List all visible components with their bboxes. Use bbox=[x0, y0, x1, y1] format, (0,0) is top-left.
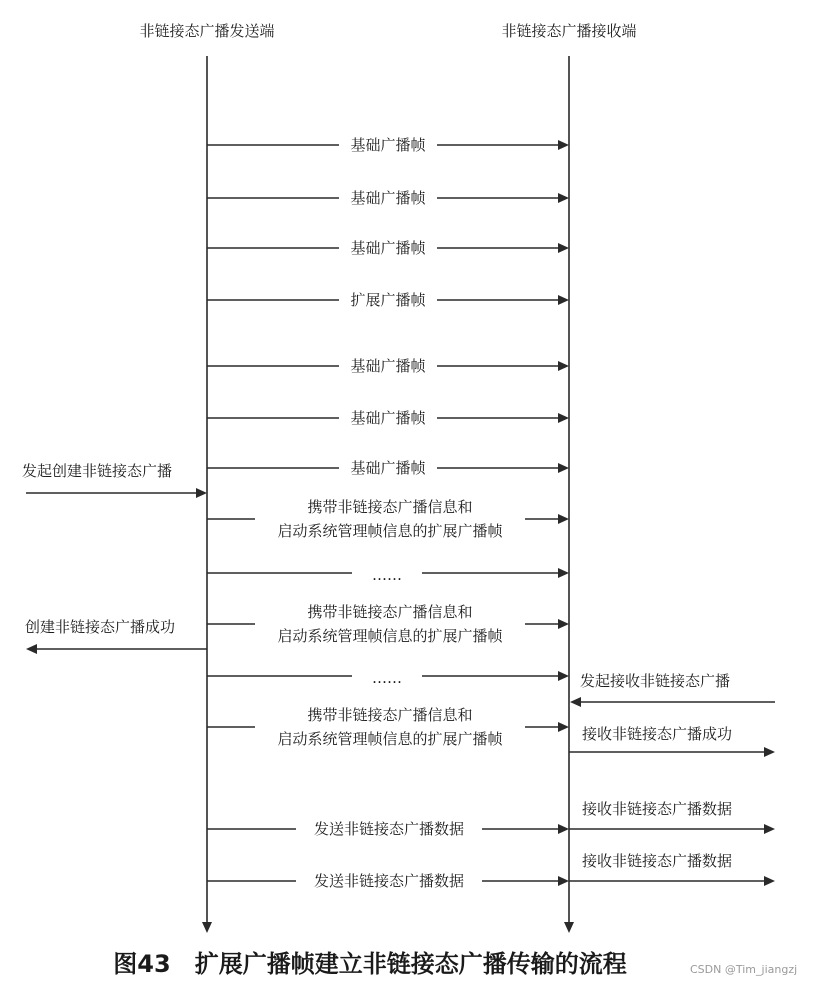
message-ellipsis: …… bbox=[372, 566, 402, 584]
message-arrow bbox=[207, 133, 569, 155]
message-label-line: 携带非链接态广播信息和 bbox=[307, 603, 473, 621]
message-label: 扩展广播帧 bbox=[350, 291, 426, 309]
sender-lifeline-arrowhead bbox=[202, 922, 212, 933]
message-label: 基础广播帧 bbox=[350, 409, 426, 427]
message-label-line: 携带非链接态广播信息和 bbox=[307, 498, 473, 516]
message-label-line: 启动系统管理帧信息的扩展广播帧 bbox=[277, 627, 503, 645]
figure-caption: 图43 扩展广播帧建立非链接态广播传输的流程 bbox=[113, 950, 627, 978]
message-label-line: 启动系统管理帧信息的扩展广播帧 bbox=[277, 730, 503, 748]
message-label: 基础广播帧 bbox=[350, 189, 426, 207]
message-label-line: 启动系统管理帧信息的扩展广播帧 bbox=[277, 522, 503, 540]
message-arrow bbox=[207, 869, 569, 891]
sender-participant-label: 非链接态广播发送端 bbox=[139, 22, 275, 40]
receiver-event-arrow bbox=[569, 800, 775, 834]
message-label: 基础广播帧 bbox=[350, 239, 426, 257]
sender-event-arrow bbox=[25, 618, 207, 654]
message-arrow bbox=[207, 706, 569, 748]
message-arrow bbox=[207, 288, 569, 310]
receiver-event-label: 发起接收非链接态广播 bbox=[580, 672, 731, 690]
message-arrow bbox=[207, 562, 569, 584]
message-arrow bbox=[207, 236, 569, 258]
message-arrow bbox=[207, 186, 569, 208]
sender-event-label: 发起创建非链接态广播 bbox=[22, 462, 173, 480]
message-arrow bbox=[207, 665, 569, 687]
message-arrow bbox=[207, 406, 569, 428]
message-label: 基础广播帧 bbox=[350, 136, 426, 154]
message-arrow bbox=[207, 603, 569, 645]
message-label: 基础广播帧 bbox=[350, 357, 426, 375]
receiver-event-arrow bbox=[569, 725, 775, 757]
message-arrow bbox=[207, 498, 569, 540]
message-ellipsis: …… bbox=[372, 669, 402, 687]
receiver-lifeline-arrowhead bbox=[564, 922, 574, 933]
sender-event-label: 创建非链接态广播成功 bbox=[25, 618, 176, 636]
receiver-participant-label: 非链接态广播接收端 bbox=[501, 22, 637, 40]
watermark: CSDN @Tim_jiangzj bbox=[690, 963, 798, 976]
message-label: 发送非链接态广播数据 bbox=[313, 872, 465, 890]
receiver-event-label: 接收非链接态广播成功 bbox=[582, 725, 733, 743]
sender-event-arrow bbox=[22, 462, 207, 498]
message-arrow bbox=[207, 354, 569, 376]
receiver-event-arrow bbox=[569, 852, 775, 886]
message-label: 基础广播帧 bbox=[350, 459, 426, 477]
message-label: 发送非链接态广播数据 bbox=[313, 820, 465, 838]
message-arrow bbox=[207, 456, 569, 478]
receiver-event-arrow bbox=[570, 672, 775, 707]
receiver-event-label: 接收非链接态广播数据 bbox=[582, 800, 733, 818]
message-label-line: 携带非链接态广播信息和 bbox=[307, 706, 473, 724]
receiver-event-label: 接收非链接态广播数据 bbox=[582, 852, 733, 870]
message-arrow bbox=[207, 817, 569, 839]
